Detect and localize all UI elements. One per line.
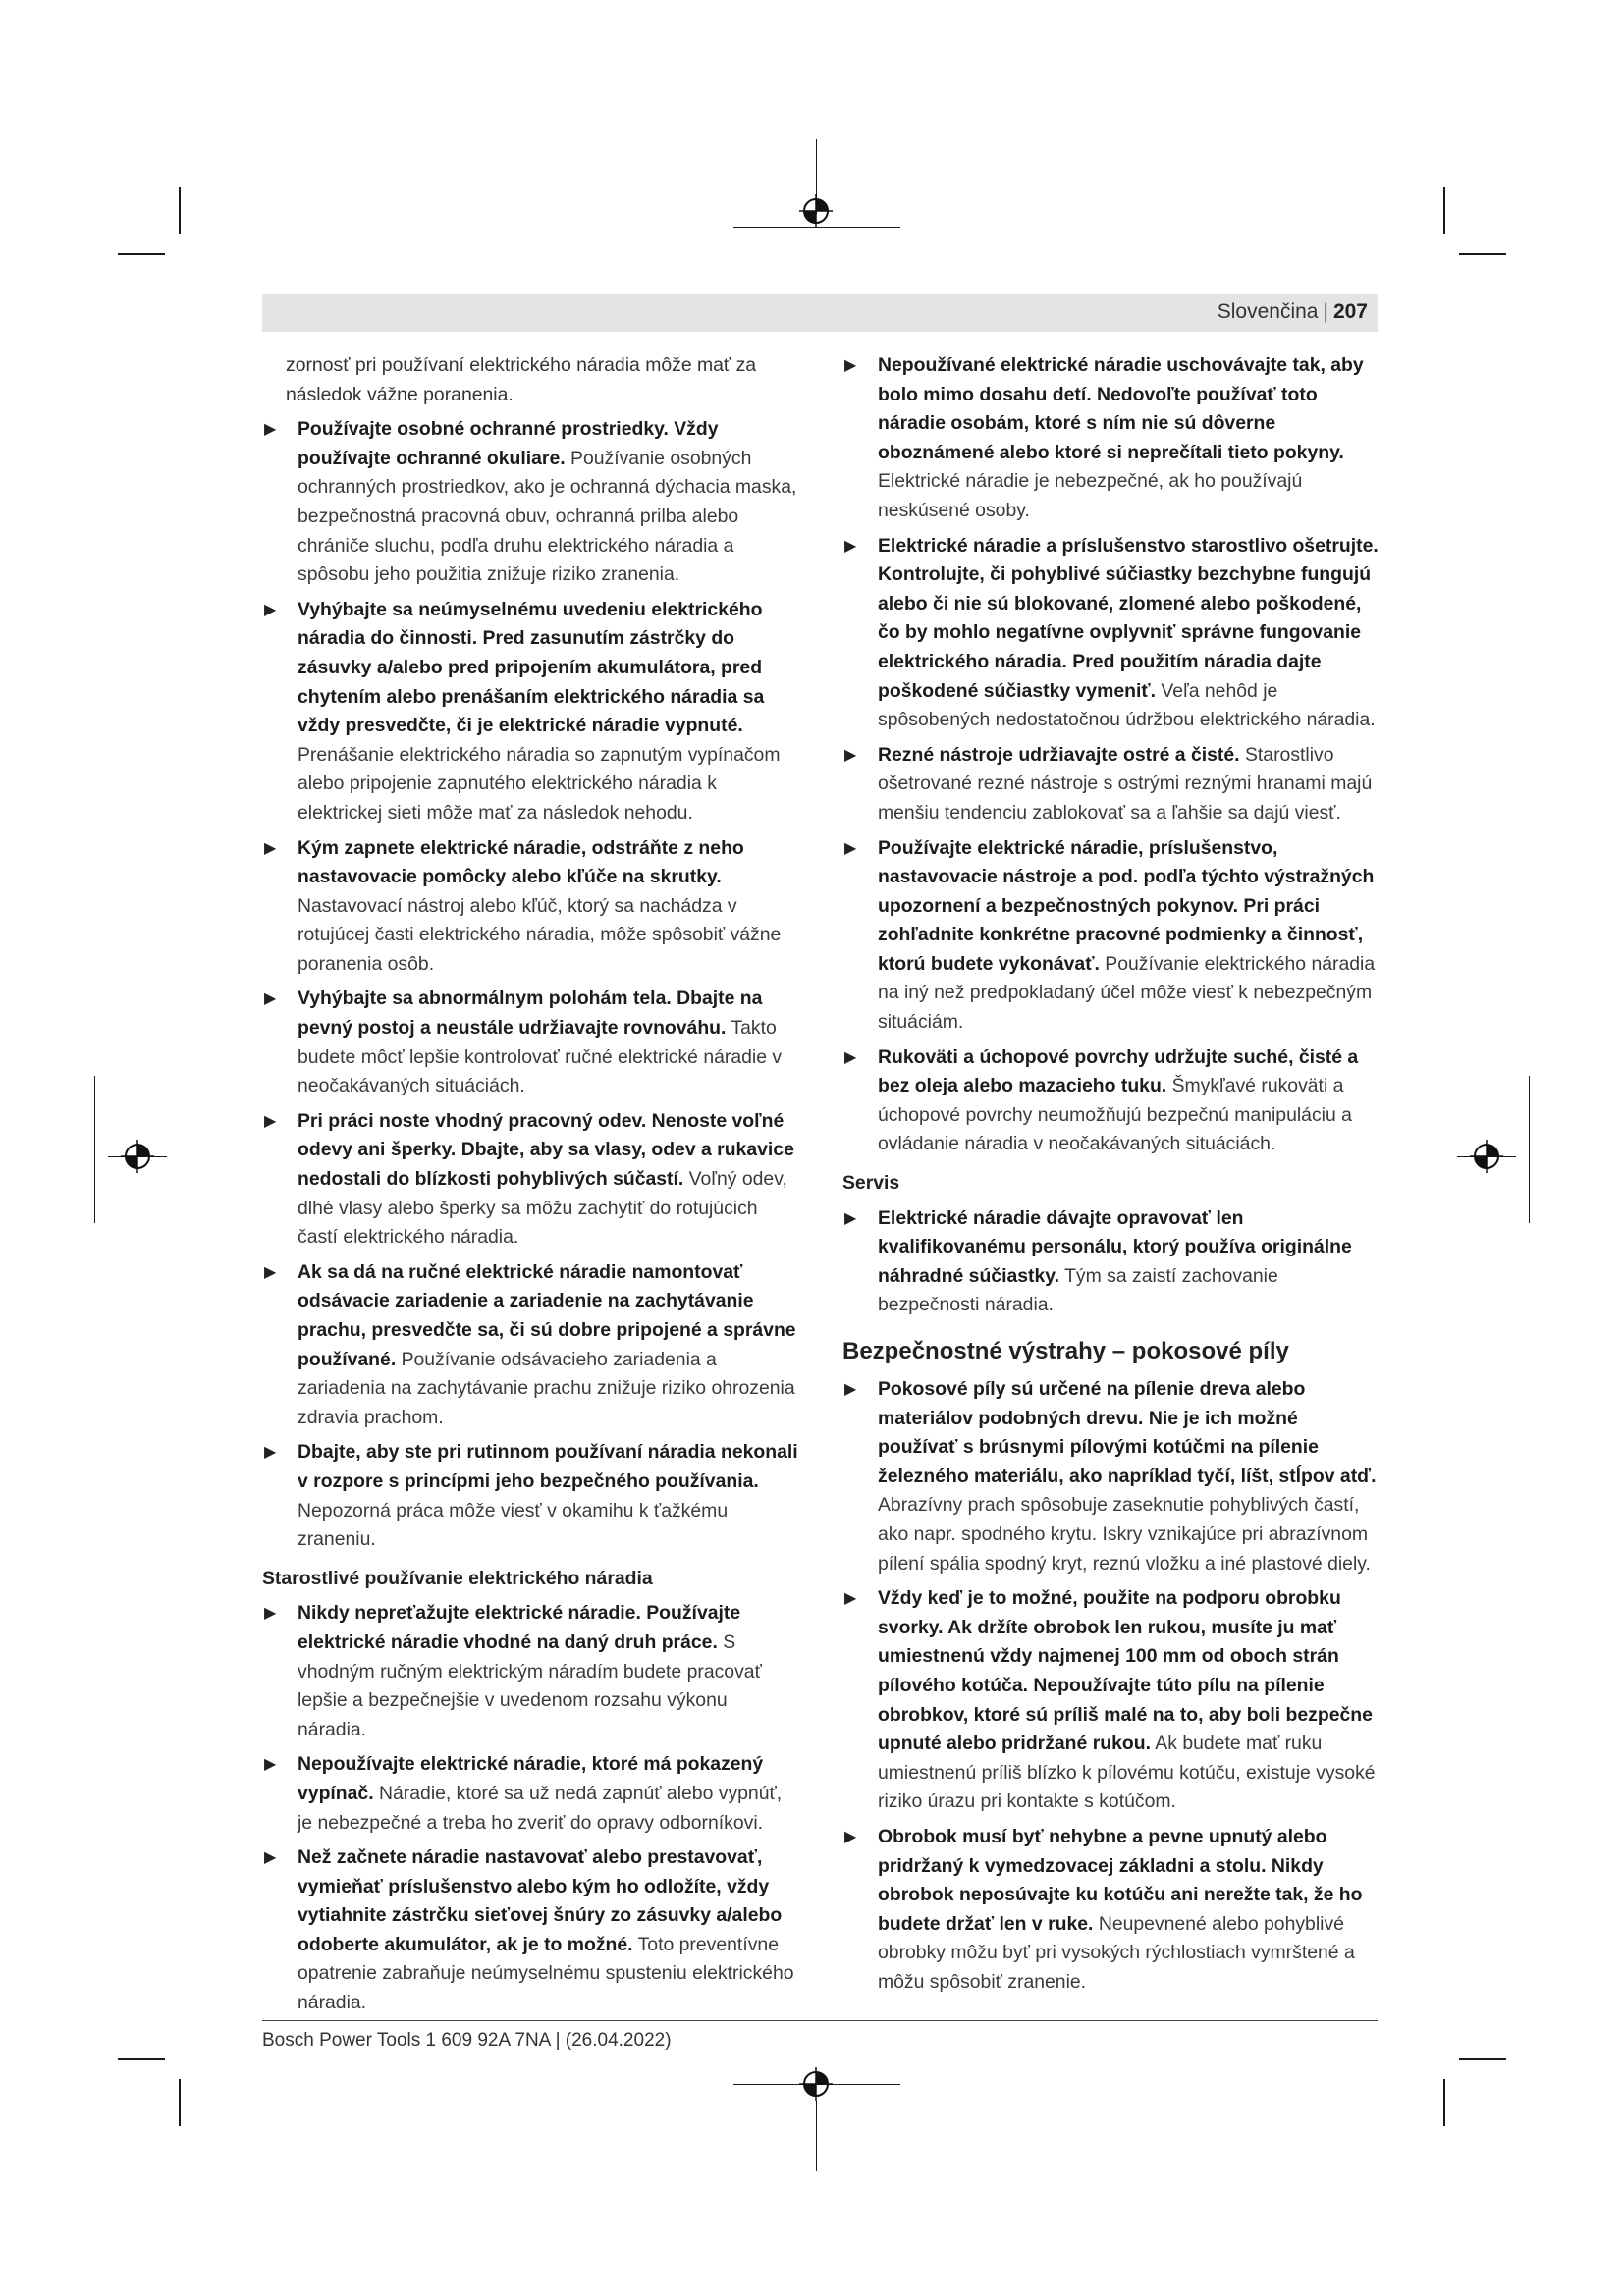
crop-mark [1459,2058,1506,2060]
list-item [842,1043,1379,1159]
item-bold: Ak sa dá na ručné elektrické náradie namontovať odsávacie zariadenie a zariadenie na zachytávanie prachu, presvedčte sa, či sú dobre pripojené a správne používané. [298,1260,796,1370]
bullet-arrow-icon: ▶ [264,1756,277,1774]
item-text: Takto budete môcť lepšie kontrolovať ručné elektrické náradie v neočakávaných situáciách. [298,1017,783,1097]
left-column [262,351,798,2024]
list-item [262,1438,798,1554]
item-text: Ak budete mať ruku umiestnenú príliš blízko k pílovému kotúču, existuje vysoké riziko úrazu pri kontakte s kotúčom. [878,1733,1376,1813]
item-bold: Elektrické náradie dávajte opravovať len kvalifikovanému personálu, ktorý používa originálne náhradné súčiastky. [878,1206,1352,1287]
item-bold: Pri práci noste vhodný pracovný odev. Nenoste voľné odevy ani šperky. Dbajte, aby sa vlasy, odev a rukavice nedostali do blízkosti pohyblivých súčastí. [298,1109,794,1191]
item-text: Používanie osobných ochranných prostriedkov, ako je ochranná dýchacia maska, bezpečnostná pracovná obuv, ochranná prilba alebo chrániče sluchu, podľa druhu elektrického náradia a spôsobu jeho použitia znižuje riziko zranenia. [298,447,797,586]
bullet-arrow-icon: ▶ [264,1605,277,1623]
item-text: Voľný odev, dlhé vlasy alebo šperky sa môžu zachytiť do rotujúcich častí elektrického náradia. [298,1168,787,1249]
item-text: Používanie odsávacieho zariadenia a zariadenia na zachytávanie prachu znižuje riziko ohrozenia zdravia prachom. [298,1348,795,1428]
list-item [842,1584,1379,1817]
bullet-arrow-icon: ▶ [264,1112,277,1130]
item-bold: Rezné nástroje udržiavajte ostré a čisté. [878,743,1240,766]
subheading: Starostlivé používanie elektrického náradia [262,1567,653,1589]
bullet-arrow-icon: ▶ [844,1381,857,1398]
registration-line [94,1076,95,1223]
registration-mark-icon [799,2067,833,2101]
subheading: Servis [842,1172,900,1195]
list-item [842,1204,1379,1320]
bullet-arrow-icon: ▶ [264,601,277,618]
crop-mark [1443,2079,1445,2126]
item-text: Nastavovací nástroj alebo kľúč, ktorý sa nachádza v rotujúcej časti elektrického náradia, môže spôsobiť vážne poranenia osôb. [298,894,782,975]
header-language: Slovenčina [1217,300,1319,323]
bullet-arrow-icon: ▶ [844,1590,857,1608]
header-text [1218,300,1368,324]
list-item [262,985,798,1100]
item-bold: Elektrické náradie a príslušenstvo starostlivo ošetrujte. Kontrolujte, či pohyblivé súčiastky bezchybne fungujú alebo či nie sú blokované, zlomené alebo poškodené, čo by mohlo negatívne ovplyvniť správne fungovanie elektrického náradia. Pred použitím náradia dajte poškodené súčiastky vymeniť. [878,534,1379,702]
item-text: Nepozorná práca môže viesť v okamihu k ťažkému zraneniu. [298,1499,729,1551]
list-item [262,415,798,590]
item-bold: Než začnete náradie nastavovať alebo prestavovať, vymieňať príslušenstvo alebo kým ho odložíte, vždy vytiahnite zástrčku sieťovej šnúry zo zásuvky a/alebo odoberte akumulátor, ak je to možné. [298,1846,783,1955]
item-bold: Používajte elektrické náradie, príslušenstvo, nastavovacie nástroje a pod. podľa týchto výstražných upozornení a bezpečnostných pokynov. Pri práci zohľadnite konkrétne pracovné podmienky a činnosť, ktorú budete vykonávať. [878,836,1375,975]
bullet-arrow-icon: ▶ [844,1828,857,1845]
registration-mark-icon [121,1140,154,1173]
registration-line [1529,1076,1530,1223]
bullet-arrow-icon: ▶ [264,990,277,1008]
registration-mark-icon [799,194,833,228]
item-bold: Vyhýbajte sa neúmyselnému uvedeniu elektrického náradia do činnosti. Pred zasunutím zástrčky do zásuvky a/alebo pred pripojením akumulátora, pred chytením alebo prenášaním elektrického náradia sa vždy presvedčte, či je elektrické náradie vypnuté. [298,598,765,737]
crop-mark [1443,187,1445,234]
item-text: Starostlivo ošetrované rezné nástroje s ostrými reznými hranami majú menšiu tendenciu zablokovať sa a ľahšie sa dajú viesť. [878,743,1373,824]
crop-mark [179,187,181,234]
item-bold: Vždy keď je to možné, použite na podporu obrobku svorky. Ak držíte obrobok len rukou, musíte ju mať umiestnenú vždy najmenej 100 mm od oboch strán pílového kotúča. Nepoužívajte túto pílu na pílenie obrobkov, ktoré sú príliš malé na to, aby boli bezpečne upnuté alebo pridržané rukou. [878,1587,1373,1755]
item-text: Neupevnené alebo pohyblivé obrobky môžu byť pri vysokých rýchlostiach vymrštené a môžu spôsobiť zranenie. [878,1912,1355,1993]
item-bold: Pokosové píly sú určené na pílenie dreva alebo materiálov podobných drevu. Nie je ich možné používať s brúsnymi pílovými kotúčmi na pílenie železného materiálu, ako napríklad tyčí, líšt, stĺpov atď. [878,1378,1377,1487]
list-item [262,1107,798,1253]
item-text: Veľa nehôd je spôsobených nedostatočnou údržbou elektrického náradia. [878,679,1376,731]
page-number: 207 [1332,300,1368,323]
list-item [262,1843,798,2018]
bullet-arrow-icon: ▶ [844,357,857,374]
item-text: Používanie elektrického náradia na iný než predpokladaný účel môže viesť k nebezpečným situáciám. [878,952,1376,1034]
item-text: Šmykľavé rukoväti a úchopové povrchy neumožňujú bezpečnú manipuláciu a ovládanie náradia v neočakávaných situáciách. [878,1075,1352,1155]
list-item [262,1750,798,1838]
bullet-arrow-icon: ▶ [264,1849,277,1867]
footer-text: Bosch Power Tools 1 609 92A 7NA | (26.04.2022) [262,2030,672,2051]
bullet-arrow-icon: ▶ [844,746,857,764]
bullet-arrow-icon: ▶ [264,1263,277,1281]
section-title: Bezpečnostné výstrahy – pokosové píly [842,1338,1289,1364]
bullet-arrow-icon: ▶ [264,1444,277,1462]
item-text: S vhodným ručným elektrickým náradím budete pracovať lepšie a bezpečnejšie v uvedenom rozsahu výkonu náradia. [298,1630,762,1740]
item-bold: Rukoväti a úchopové povrchy udržujte suché, čisté a bez oleja alebo mazacieho tuku. [878,1045,1359,1097]
list-item [262,596,798,828]
bullet-arrow-icon: ▶ [264,421,277,439]
bullet-arrow-icon: ▶ [844,1209,857,1227]
list-item [842,1823,1379,1998]
item-text: Elektrické náradie je nebezpečné, ak ho používajú neskúsené osoby. [878,470,1303,521]
header-separator: | [1323,300,1328,323]
item-bold: Nikdy nepreťažujte elektrické náradie. Používajte elektrické náradie vhodné na daný druh práce. [298,1602,741,1653]
footer-divider [262,2020,1378,2021]
item-text: Toto preventívne opatrenie zabraňuje neúmyselnému spusteniu elektrického náradia. [298,1933,794,2014]
item-bold: Dbajte, aby ste pri rutinnom používaní náradia nekonali v rozpore s princípmi jeho bezpečného používania. [298,1441,798,1492]
item-text: Tým sa zaistí zachovanie bezpečnosti náradia. [878,1264,1278,1316]
list-item [842,351,1379,526]
list-item [842,1375,1379,1578]
list-item [842,532,1379,735]
crop-mark [118,253,165,255]
crop-mark [118,2058,165,2060]
page-header [262,294,1378,332]
list-item [842,741,1379,828]
item-bold: Vyhýbajte sa abnormálnym polohám tela. Dbajte na pevný postoj a neustále udržiavajte rovnováhu. [298,988,763,1040]
registration-mark-icon [1470,1140,1503,1173]
bullet-arrow-icon: ▶ [264,839,277,857]
list-item [262,1258,798,1433]
item-text: Prenášanie elektrického náradia so zapnutým vypínačom alebo pripojenie zapnutého elektrického náradia k elektrickej sieti môže mať za následok nehodu. [298,743,781,824]
bullet-arrow-icon: ▶ [844,537,857,555]
crop-mark [179,2079,181,2126]
bullet-arrow-icon: ▶ [844,839,857,857]
bullet-arrow-icon: ▶ [844,1048,857,1066]
list-item [262,834,798,980]
item-bold: Používajte osobné ochranné prostriedky. Vždy používajte ochranné okuliare. [298,418,719,469]
item-bold: Obrobok musí byť nehybne a pevne upnutý alebo pridržaný k vymedzovacej základni a stolu. Nikdy obrobok neposúvajte ku kotúču ani nerežte tak, že ho budete držať len v ruke. [878,1825,1363,1935]
item-text: Abrazívny prach spôsobuje zaseknutie pohyblivých častí, ako napr. spodného krytu. Iskry vznikajúce pri abrazívnom pílení spália spodný kryt, reznú vložku a iné plastové diely. [878,1494,1371,1575]
list-item [842,834,1379,1038]
list-item [262,1599,798,1744]
item-text: Náradie, ktoré sa už nedá zapnúť alebo vypnúť, je nebezpečné a treba ho zveriť do opravy odborníkovi. [298,1782,783,1834]
right-column [842,351,1379,2002]
item-bold: Nepoužívané elektrické náradie uschovávajte tak, aby bolo mimo dosahu detí. Nedovoľte používať toto náradie osobám, ktoré s ním nie sú dôverne oboznámené alebo ktoré si neprečítali tieto pokyny. [878,354,1364,463]
crop-mark [1459,253,1506,255]
item-bold: Nepoužívajte elektrické náradie, ktoré má pokazený vypínač. [298,1753,764,1804]
intro-paragraph: zornosť pri používaní elektrického náradia môže mať za následok vážne poranenia. [286,354,757,405]
item-bold: Kým zapnete elektrické náradie, odstráňte z neho nastavovacie pomôcky alebo kľúče na skrutky. [298,836,744,888]
registration-line [816,2101,817,2171]
